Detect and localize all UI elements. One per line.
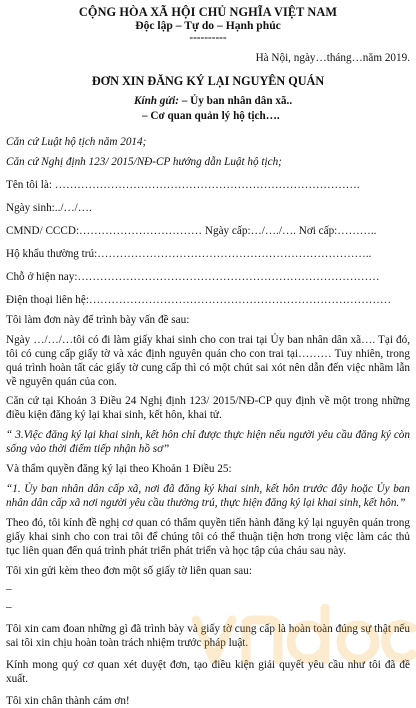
recipient-1: – Ủy ban nhân dân xã.. [181, 95, 293, 107]
attachment-bullet-2: – [6, 601, 12, 613]
field-current-address: Chỗ ở hiện nay:……………………………………………………………………… [6, 271, 380, 283]
legal-basis-2: Căn cứ Nghị định 123/ 2015/NĐ-CP hướng dẫn Luật hộ tịch; [6, 156, 282, 168]
date-line: Hà Nội, ngày…tháng…năm 2019. [255, 52, 410, 64]
document-title: ĐƠN XIN ĐĂNG KÝ LẠI NGUYÊN QUÁN [91, 74, 325, 88]
field-dob: Ngày sinh:../…/…. [6, 202, 92, 214]
paragraph-4: Theo đó, tôi kính đề nghị cơ quan có thẩm quyền tiến hành đăng ký lại nguyên quán trong giấy khai sinh cho con trai tôi để chúng tôi có thể thuận tiện hơn trong việc làm các thủ tục liên quan đến quá trình phát triển phát triển và học tập của cháu sau này. [6, 517, 410, 557]
paragraph-8: Tôi xin chân thành cám ơn! [6, 695, 130, 707]
field-id: CMND/ CCCD:…………………………… Ngày cấp:…/…./…. Nơi cấp:……….. [6, 225, 377, 237]
field-name: Tên tôi là: ………………………………………………………………………. [6, 179, 360, 191]
recipient-line-1 [6, 94, 410, 108]
kinh-gui-label: Kính gửi: [134, 95, 179, 107]
quote-1: “ 3.Việc đăng ký lại khai sinh, kết hôn chỉ được thực hiện nếu người yêu cầu đăng ký còn sống vào thời điểm tiếp nhận hồ sơ” [6, 429, 410, 455]
attachment-bullet-1: – [6, 583, 12, 595]
paragraph-7: Kính mong quý cơ quan xét duyệt đơn, tạo điều kiện giải quyết yêu cầu như tôi đã đề xuất. [6, 659, 410, 685]
intro-paragraph: Tôi làm đơn này để trình bày vấn đề sau: [6, 314, 190, 326]
national-title: CỘNG HÒA XÃ HỘI CHỦ NGHĨA VIỆT NAM [78, 5, 338, 19]
paragraph-5: Tôi xin gửi kèm theo đơn một số giấy tờ liên quan sau: [6, 565, 252, 577]
motto-underline: ---------- [189, 32, 227, 44]
paragraph-2: Căn cứ tại Khoản 3 Điều 24 Nghị định 123/ 2015/NĐ-CP quy định về một trong những điều kiện đăng ký lại khai sinh, kết hôn, khai tử. [6, 395, 410, 421]
field-residence: Hộ khẩu thường trú:……………………………………………………………….. [6, 248, 372, 260]
field-phone: Điện thoại liên hệ:……………………………………………………………………… [6, 294, 392, 306]
paragraph-1: Ngày …/…/…tôi có đi làm giấy khai sinh cho con trai tại Ủy ban nhân dân xã…. Tại đó, tôi có cung cấp giấy tờ và xác định nguyên quán cho con trai tại……… Tuy nhiên, trong quá trình hoàn tất các giấy tờ cung cấp thì có một chút sai xót nên dẫn đến việc nhầm lẫn về nguyên quán của con. [6, 334, 410, 388]
paragraph-3: Và thẩm quyền đăng ký lại theo Khoản 1 Điều 25: [6, 463, 232, 475]
national-motto: Độc lập – Tự do – Hạnh phúc [135, 19, 281, 32]
paragraph-6: Tôi xin cam đoan những gì đã trình bày và giấy tờ cung cấp là hoàn toàn đúng sự thật nếu sai tôi xin chịu hoàn toàn trách nhiệm trước pháp luật. [6, 623, 410, 649]
legal-basis-1: Căn cứ Luật hộ tịch năm 2014; [6, 136, 147, 148]
quote-2: “1. Ủy ban nhân dân cấp xã, nơi đã đăng ký khai sinh, kết hôn trước đây hoặc Ủy ban nhân dân cấp xã nơi người yêu cầu thường trú, thực hiện đăng ký lại khai sinh, kết hôn.” [6, 483, 410, 509]
recipient-2: – Cơ quan quản lý hộ tịch…. [142, 110, 280, 122]
